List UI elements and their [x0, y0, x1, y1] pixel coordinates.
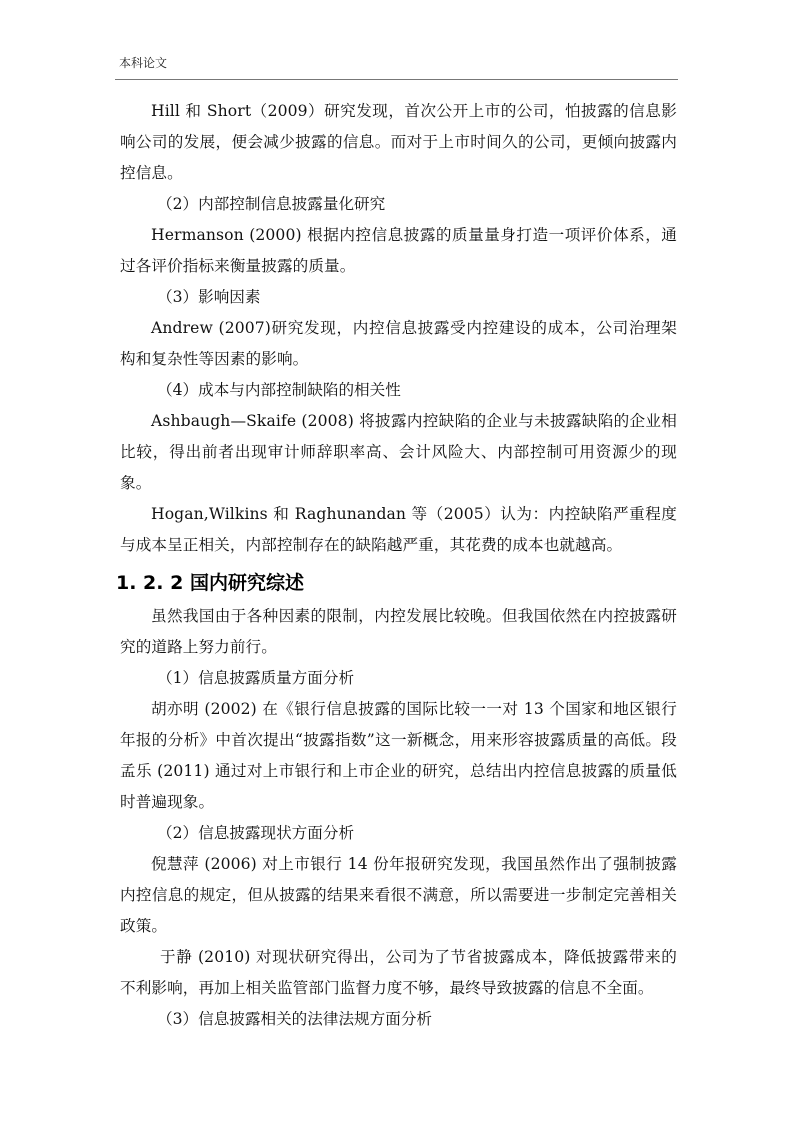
subheading-cost-defects: （4）成本与内部控制缺陷的相关性 [157, 381, 401, 399]
paragraph-hill-short: Hill 和 Short（2009）研究发现，首次公开上市的公司，怕披露的信息影响公司的发展，便会减少披露的信息。而对于上市时间久的公司，更倾向披露内控信息。 [120, 102, 677, 182]
paragraph-domestic-intro: 虽然我国由于各种因素的限制，内控发展比较晚。但我国依然在内控披露研究的道路上努力前行。 [120, 607, 677, 656]
subheading-quantification: （2）内部控制信息披露量化研究 [157, 195, 386, 213]
paragraph-hermanson: Hermanson (2000) 根据内控信息披露的质量量身打造一项评价体系，通过各评价指标来衡量披露的质量。 [120, 226, 677, 275]
document-body [116, 96, 677, 1035]
subheading-status-analysis: （2）信息披露现状方面分析 [157, 824, 355, 842]
subheading-quality-analysis: （1）信息披露质量方面分析 [157, 669, 355, 687]
paragraph-hogan: Hogan,Wilkins 和 Raghunandan 等（2005）认为：内控缺陷严重程度与成本呈正相关，内部控制存在的缺陷越严重，其花费的成本也就越高。 [120, 505, 677, 554]
running-header: 本科论文 [119, 56, 168, 70]
subheading-legal-analysis: （3）信息披露相关的法律法规方面分析 [157, 1010, 433, 1028]
paragraph-yu-jing: 于静 (2010) 对现状研究得出，公司为了节省披露成本，降低披露带来的不利影响，再加上相关监管部门监督力度不够，最终导致披露的信息不全面。 [120, 948, 677, 997]
paragraph-andrew: Andrew (2007)研究发现，内控信息披露受内控建设的成本，公司治理架构和复杂性等因素的影响。 [120, 319, 677, 368]
paragraph-ashbaugh: Ashbaugh—Skaife (2008) 将披露内控缺陷的企业与未披露缺陷的企业相比较，得出前者出现审计师辞职率高、会计风险大、内部控制可用资源少的现象。 [120, 412, 677, 492]
header-divider [115, 79, 678, 80]
paragraph-ni-huiping: 倪慧萍 (2006) 对上市银行 14 份年报研究发现，我国虽然作出了强制披露内控信息的规定，但从披露的结果来看很不满意，所以需要进一步制定完善相关政策。 [120, 855, 677, 935]
section-heading-domestic-review: 1. 2. 2 国内研究综述 [116, 572, 304, 594]
subheading-factors: （3）影响因素 [157, 288, 261, 306]
paragraph-hu-yiming: 胡亦明 (2002) 在《银行信息披露的国际比较一一对 13 个国家和地区银行年报的分析》中首次提出“披露指数”这一新概念，用来形容披露质量的高低。段孟乐 (2011) 通过对上市银行和上市企业的研究，总结出内控信息披露的质量低时普遍现象。 [120, 700, 677, 811]
